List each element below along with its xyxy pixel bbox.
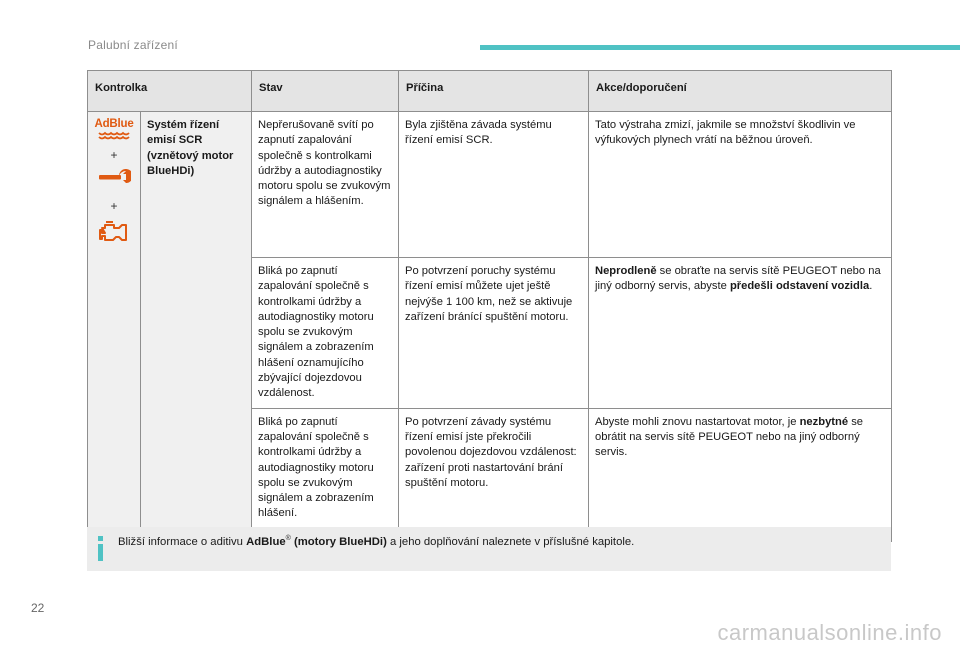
stav-cell: Bliká po zapnutí zapalování společně s kontrolkami údržby a autodiagnostiky motoru spolu se zvukovým signálem a zobrazením hlášení. [252, 408, 399, 541]
stav-cell: Bliká po zapnutí zapalování společně s kontrolkami údržby a autodiagnostiky motoru spolu se zvukovým signálem a zobrazením hlášení oznamujícího zbývající dojezdovou vzdálenost. [252, 258, 399, 409]
pricina-cell: Po potvrzení závady systému řízení emisí jste překročili povolenou dojezdovou vzdálenost: zařízení proti nastartování brání spuštění motoru. [399, 408, 589, 541]
registered-mark: ® [285, 535, 291, 542]
column-header-stav: Stav [252, 71, 399, 112]
pricina-cell: Byla zjištěna závada systému řízení emisí SCR. [399, 112, 589, 258]
info-note-box [87, 527, 891, 571]
body-text: . [869, 280, 873, 293]
table-row [88, 112, 892, 258]
watermark: carmanualsonline.info [717, 620, 942, 645]
plus-sign: + [110, 148, 118, 162]
info-text-part: a jeho doplňování naleznete v příslušné kapitole. [386, 535, 635, 548]
page-section-title: Palubní zařízení [88, 38, 178, 52]
emphasis-text: předešli odstavení vozidla [729, 280, 870, 293]
table-header-row [88, 71, 892, 112]
emphasis-text: nezbytné [799, 415, 849, 428]
warning-indicator-table [87, 70, 892, 542]
info-emphasis: (motory BlueHDi) [290, 535, 387, 548]
adblue-icon [94, 118, 134, 140]
plus-sign: + [110, 198, 118, 213]
emphasis-text: Neprodleně [595, 265, 657, 277]
column-header-kontrolka: Kontrolka [88, 71, 252, 112]
body-text: Abyste mohli znovu nastartovat motor, je [595, 415, 800, 428]
engine-check-icon [94, 220, 134, 249]
column-header-pricina: Příčina [399, 71, 589, 112]
info-icon [96, 536, 106, 561]
system-name-cell: Systém řízení emisí SCR (vznětový motor BlueHDi) [141, 112, 252, 542]
wrench-icon [94, 169, 134, 190]
stav-cell: Nepřerušovaně svítí po zapnutí zapalování společně s kontrolkami údržby a autodiagnostiky motoru spolu se zvukovým signálem a hlášením. [252, 112, 399, 258]
body-text: se obrátit na servis sítě PEUGEOT nebo na jiný odborný servis. [595, 415, 864, 459]
indicator-icons-cell [88, 112, 141, 542]
info-text-part: Bližší informace o aditivu [118, 535, 247, 548]
info-emphasis: AdBlue [246, 535, 286, 548]
pricina-cell: Po potvrzení poruchy systému řízení emisí můžete ujet ještě nejvýše 1 100 km, než se aktivuje zařízení bránící spuštění motoru. [399, 258, 589, 409]
adblue-icon-label: AdBlue [94, 118, 134, 130]
body-text: se obraťte na servis sítě PEUGEOT nebo na jiný odborný servis, abyste [595, 265, 881, 293]
info-note-text [118, 535, 634, 548]
page-number: 22 [31, 601, 45, 615]
section-accent-bar [480, 45, 960, 50]
akce-cell [589, 258, 892, 409]
akce-cell [589, 408, 892, 541]
akce-cell: Tato výstraha zmizí, jakmile se množství škodlivin ve výfukových plynech vrátí na běžnou úroveň. [589, 112, 892, 258]
column-header-akce: Akce/doporučení [589, 71, 892, 112]
